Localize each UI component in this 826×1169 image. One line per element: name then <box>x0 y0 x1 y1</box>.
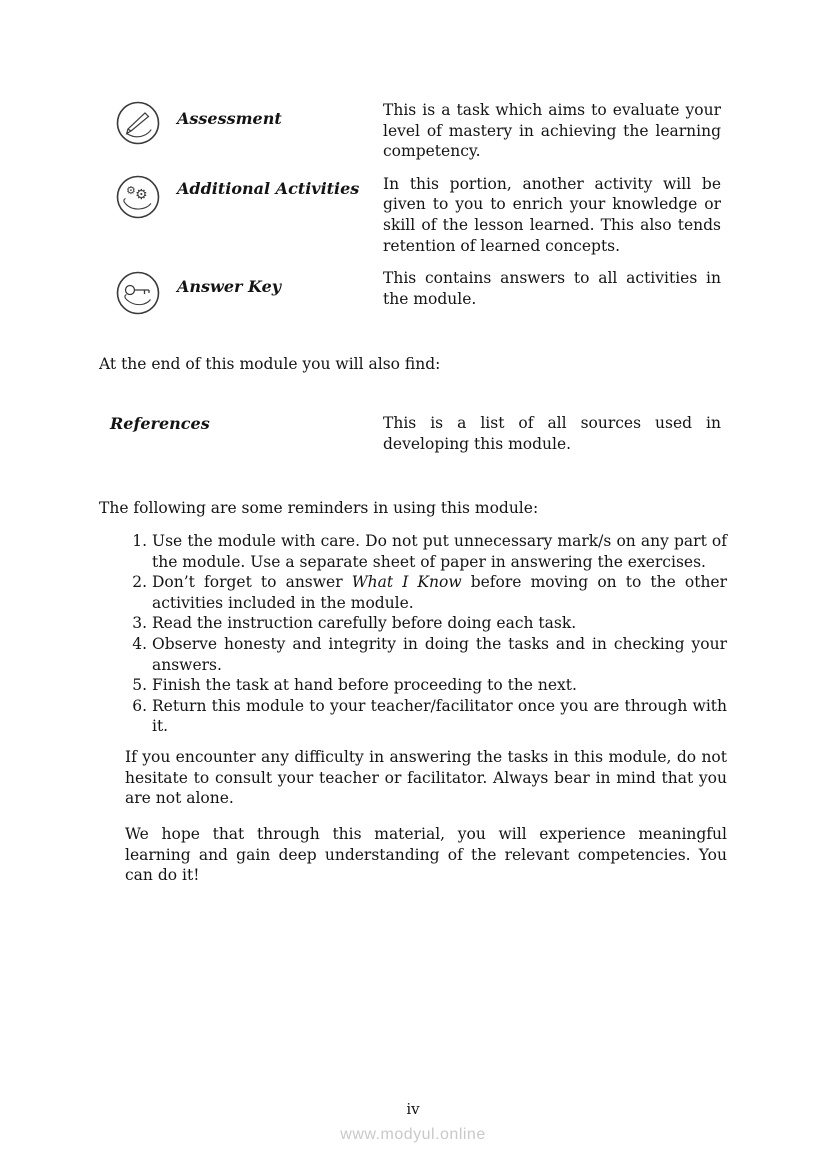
reminder-item-1 <box>152 531 727 572</box>
references-row <box>110 413 721 454</box>
assessment-description: This is a task which aims to evaluate your level of mastery in achieving the learning competency. <box>383 101 721 161</box>
svg-text:⚙: ⚙ <box>135 186 148 203</box>
reminder-italic-text: What I Know <box>351 573 462 592</box>
assessment-label: Assessment <box>177 109 282 128</box>
reminders-intro: The following are some reminders in using this module: <box>99 499 539 517</box>
reminders-list <box>125 531 727 737</box>
reminder-text: Use the module with care. Do not put unnecessary mark/s on any part of the module. Use a separate sheet of paper in answering the exercises. <box>152 532 727 571</box>
references-label: References <box>110 414 210 433</box>
answer-key-icon <box>115 270 161 316</box>
module-parts-table <box>115 100 721 328</box>
end-of-module-line: At the end of this module you will also find: <box>99 355 441 373</box>
additional-activities-icon <box>115 174 161 220</box>
reminder-text: Read the instruction carefully before doing each task. <box>152 614 577 633</box>
assessment-row <box>115 100 721 162</box>
reminder-text: before moving on to the other activities included in the module. <box>152 573 728 612</box>
reminders-block <box>125 531 727 886</box>
reminder-text: Return this module to your teacher/facilitator once you are through with it. <box>152 696 727 736</box>
reminder-item-3 <box>152 613 727 634</box>
assessment-icon <box>115 100 161 146</box>
reminder-item-2 <box>152 572 727 613</box>
reminder-text: Observe honesty and integrity in doing the tasks and in checking your answers. <box>152 635 727 674</box>
answer-key-description: This contains answers to all activities in the module. <box>383 269 721 308</box>
additional-activities-description: In this portion, another activity will be given to you to enrich your knowledge or skill of the lesson learned. This also tends retention of learned concepts. <box>383 174 721 255</box>
additional-activities-label: Additional Activities <box>177 178 360 198</box>
closing-paragraph-2: We hope that through this material, you will experience meaningful learning and gain deep understanding of the relevant competencies. You can do it! <box>125 824 727 885</box>
page-number: iv <box>406 1100 420 1118</box>
watermark-url: www.modyul.online <box>340 1126 486 1143</box>
references-description: This is a list of all sources used in developing this module. <box>383 414 721 453</box>
svg-text:⚙: ⚙ <box>126 183 136 197</box>
reminder-item-6 <box>152 696 727 737</box>
additional-activities-row <box>115 174 721 256</box>
reminder-text: Finish the task at hand before proceeding to the next. <box>152 676 577 695</box>
reminder-text: Don’t forget to answer <box>152 573 352 592</box>
reminder-item-5 <box>152 675 727 696</box>
answer-key-row <box>115 268 721 316</box>
answer-key-label: Answer Key <box>177 277 282 297</box>
reminder-item-4 <box>152 634 727 675</box>
closing-paragraph-1: If you encounter any difficulty in answering the tasks in this module, do not hesitate to consult your teacher or facilitator. Always bear in mind that you are not alone. <box>125 748 727 808</box>
